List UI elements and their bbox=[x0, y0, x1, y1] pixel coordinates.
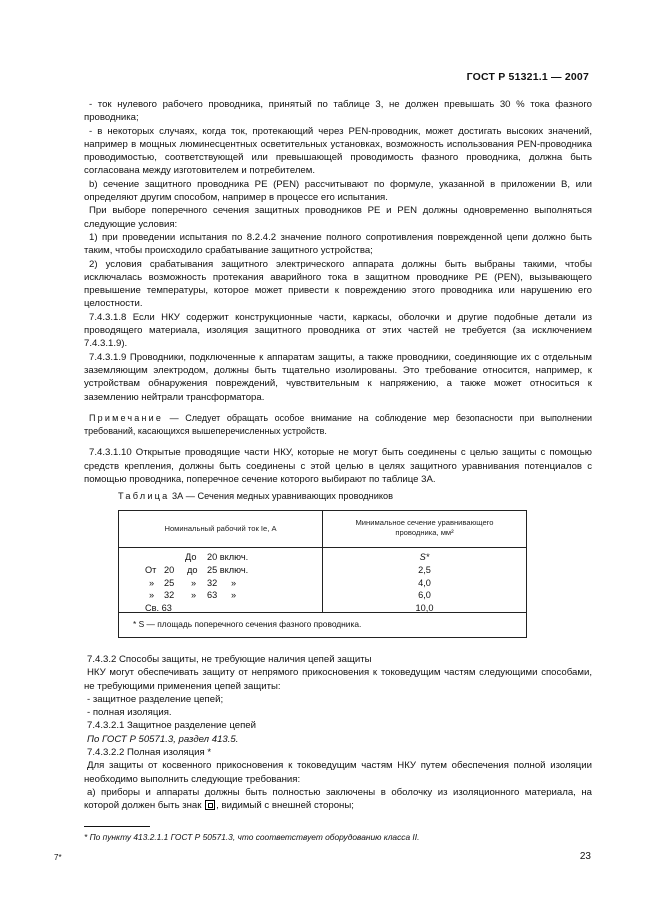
paragraph-part: , видимый с внешней стороны; bbox=[216, 800, 354, 812]
range-cell: » bbox=[149, 590, 155, 601]
table-header-divider bbox=[119, 547, 526, 548]
paragraph: По ГОСТ Р 50571.3, раздел 413.5. bbox=[87, 733, 239, 745]
paragraph: 7.4.3.2 Способы защиты, не требующие наличия цепей защиты bbox=[87, 654, 372, 665]
page-footnote: * По пункту 413.2.1.1 ГОСТ Р 50571.3, что соответствует оборудованию класса II. bbox=[84, 832, 420, 842]
paragraph bbox=[84, 786, 592, 813]
range-cell: 32 bbox=[164, 590, 175, 601]
main-text bbox=[84, 98, 592, 486]
note-label: Примечание bbox=[89, 412, 164, 423]
paragraph: - полная изоляция. bbox=[87, 707, 172, 719]
note-paragraph bbox=[84, 412, 592, 439]
range-cell: » bbox=[231, 590, 237, 601]
range-cell: До bbox=[185, 552, 197, 562]
current-ranges bbox=[145, 551, 315, 615]
table-footnote: * S — площадь поперечного сечения фазного проводника. bbox=[133, 619, 362, 629]
column-header-current: Номинальный рабочий ток Ie, А bbox=[164, 524, 277, 533]
range-cell: 20 включ. bbox=[207, 552, 249, 562]
page-number: 23 bbox=[579, 851, 591, 862]
table-caption-text: 3А — Сечения медных уравнивающих проводников bbox=[172, 491, 393, 501]
paragraph: 7.4.3.1.10 Открытые проводящие части НКУ, которые не могут быть соединены с целью защиты с помощью средств крепления, должны быть соединены с этой целью в целях защитного уравнивания потенциалов с помощью проводника, поперечное сечение которого выбирают по таблице 3А. bbox=[84, 447, 592, 486]
paragraph: 7.4.3.1.8 Если НКУ содержит конструкционные части, каркасы, оболочки и другие подобные детали из проводящего материала, изоляция защитного проводника от этих частей не требуется (за исключением 7.4.3.1.9). bbox=[84, 311, 592, 350]
column-header-section bbox=[323, 518, 526, 538]
paragraph: 1) при проведении испытания по 8.2.4.2 значение полного сопротивления поврежденной цепи должно быть таким, чтобы происходило срабатывание защитного устройства; bbox=[84, 231, 592, 257]
range-cell: » bbox=[191, 590, 197, 601]
paragraph: 7.4.3.1.9 Проводники, подключенные к аппаратам защиты, а также проводники, соединяющие их с отдельным заземляющим электродом, должны быть тщательно изолированы. Это требование относится, например, к устройствам обнаружения повреждений, чувствительным к напряжению, а также может относиться к заземлению нейтрали трансформатора. bbox=[84, 351, 592, 403]
table-caption-label: Таблица bbox=[118, 491, 170, 501]
paragraph: 2) условия срабатывания защитного электрического аппарата должны быть выбраны такими, чтобы исключалась возможность протекания аварийного тока в защитном проводнике PE (PEN), вызывающего превышение температуры, которое может привести к повреждению этого проводника или нарушению его целостности. bbox=[84, 258, 592, 310]
range-cell: 63 bbox=[207, 590, 218, 601]
table-row bbox=[145, 602, 315, 615]
table-row bbox=[145, 589, 315, 602]
table-caption bbox=[118, 491, 393, 501]
paragraph: - защитное разделение цепей; bbox=[87, 693, 224, 705]
value-cell: 10,0 bbox=[415, 603, 434, 614]
table-row bbox=[145, 577, 315, 590]
note-text: — Следует обращать особое внимание на соблюдение мер безопасности при выполнении требований, касающихся вышеперечисленных устройств. bbox=[84, 412, 592, 437]
paragraph: 7.4.3.2.1 Защитное разделение цепей bbox=[87, 720, 256, 732]
paragraph: 7.4.3.2.2 Полная изоляция * bbox=[87, 747, 212, 759]
paragraph-part: а) приборы и аппараты должны быть полностью заключены в оболочку из изоляционного материала, на которой должен быть знак bbox=[84, 786, 592, 812]
table-row bbox=[145, 564, 315, 577]
column-header-line: Минимальное сечение уравнивающего bbox=[355, 518, 494, 527]
range-cell: Св. 63 bbox=[145, 603, 172, 614]
paragraph: НКУ могут обеспечивать защиту от непрямого прикосновения к токоведущим частям следующими способами, не требующими применения цепей защиты: bbox=[84, 667, 592, 692]
conductor-table bbox=[118, 510, 527, 638]
range-cell: » bbox=[231, 577, 237, 588]
paragraph: - ток нулевого рабочего проводника, принятый по таблице 3, не должен превышать 30 % тока фазного проводника; bbox=[84, 99, 592, 124]
table-row bbox=[145, 551, 315, 564]
range-cell: 25 bbox=[164, 577, 175, 588]
range-cell: » bbox=[149, 577, 155, 588]
range-cell: 25 включ. bbox=[207, 564, 249, 575]
paragraph: Для защиты от косвенного прикосновения к токоведущим частям НКУ путем обеспечения полной изоляции необходимо выполнить следующие требования: bbox=[84, 760, 592, 785]
column-header-line: проводника, мм² bbox=[395, 528, 454, 537]
value-cell: 4,0 bbox=[418, 577, 431, 588]
range-cell: » bbox=[191, 577, 197, 588]
range-cell: 32 bbox=[207, 577, 218, 588]
range-cell: От bbox=[145, 564, 157, 575]
main-text-continued bbox=[84, 653, 592, 813]
paragraph: b) сечение защитного проводника PE (PEN) рассчитывают по формуле, указанной в приложении В, или определяют другим способом, например в процессе его испытания. bbox=[84, 178, 592, 204]
paragraph: - в некоторых случаях, когда ток, протекающий через PEN-проводник, может достигать высоких значений, например в мощных люминесцентных осветительных установках, возможность использования PEN-проводника проводимостью, соответствующей или превышающей проводимость фазного проводника, должна быть согласована между изготовителем и потребителем. bbox=[84, 125, 592, 177]
sheet-mark: 7* bbox=[54, 853, 62, 862]
range-cell: до bbox=[187, 564, 198, 575]
paragraph: При выборе поперечного сечения защитных проводников PE и PEN должны одновременно выполняться следующие условия: bbox=[84, 205, 592, 230]
value-cell: 2,5 bbox=[418, 564, 431, 575]
value-cell: 6,0 bbox=[418, 590, 431, 601]
document-code: ГОСТ Р 51321.1 — 2007 bbox=[466, 71, 589, 83]
footnote-divider bbox=[84, 826, 150, 827]
value-cell: S* bbox=[419, 552, 430, 562]
class-ii-symbol-icon bbox=[205, 800, 215, 810]
range-cell: 20 bbox=[164, 564, 175, 575]
section-values bbox=[323, 551, 526, 615]
